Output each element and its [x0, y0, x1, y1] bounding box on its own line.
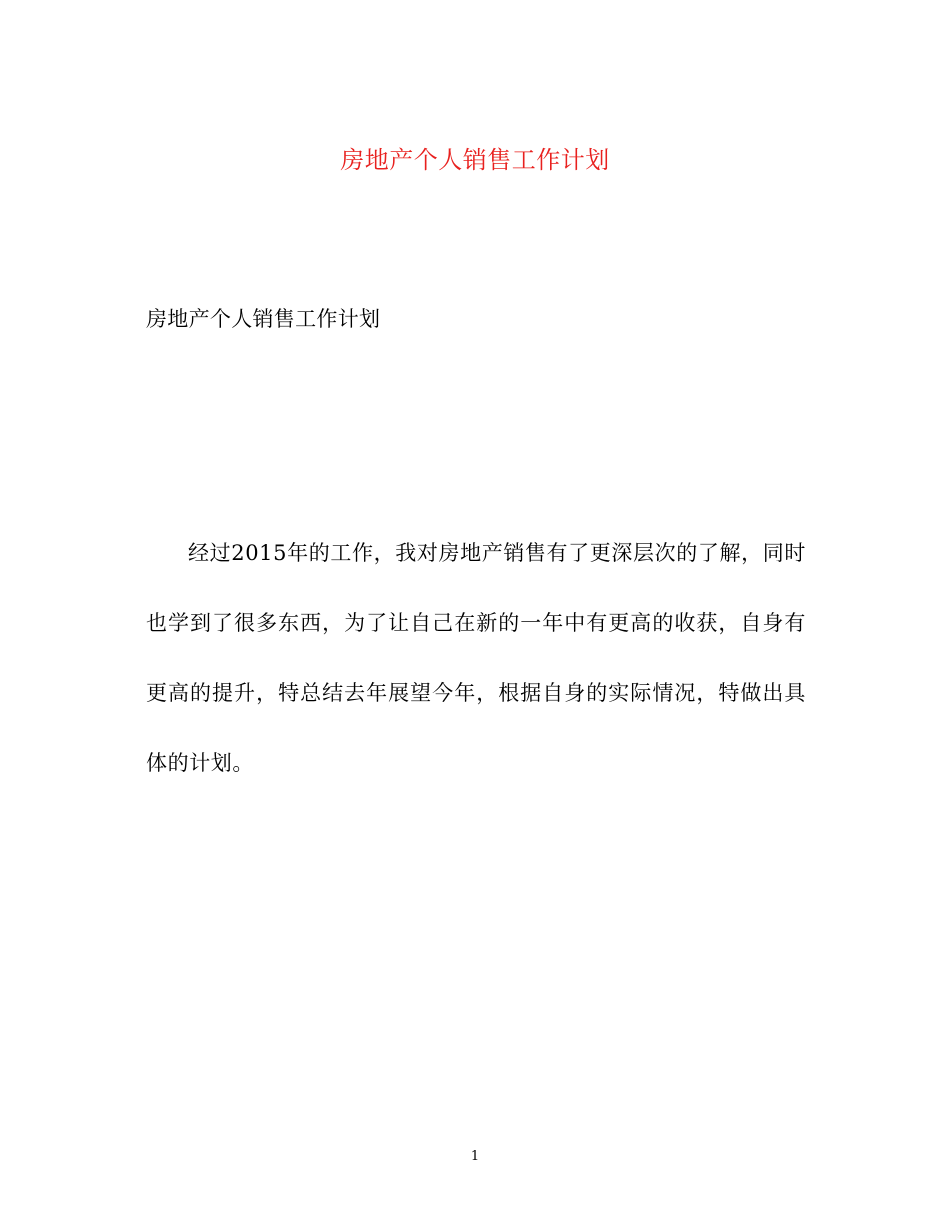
document-title: 房地产个人销售工作计划 — [340, 146, 610, 174]
body-paragraph: 经过2015年的工作，我对房地产销售有了更深层次的了解，同时也学到了很多东西，为了让自己在新的一年中有更高的收获，自身有更高的提升，特总结去年展望今年，根据自身的实际情况，特做出具体的计划。 — [146, 541, 806, 775]
page-number: 1 — [470, 1149, 480, 1164]
document-subtitle: 房地产个人销售工作计划 — [146, 307, 381, 331]
